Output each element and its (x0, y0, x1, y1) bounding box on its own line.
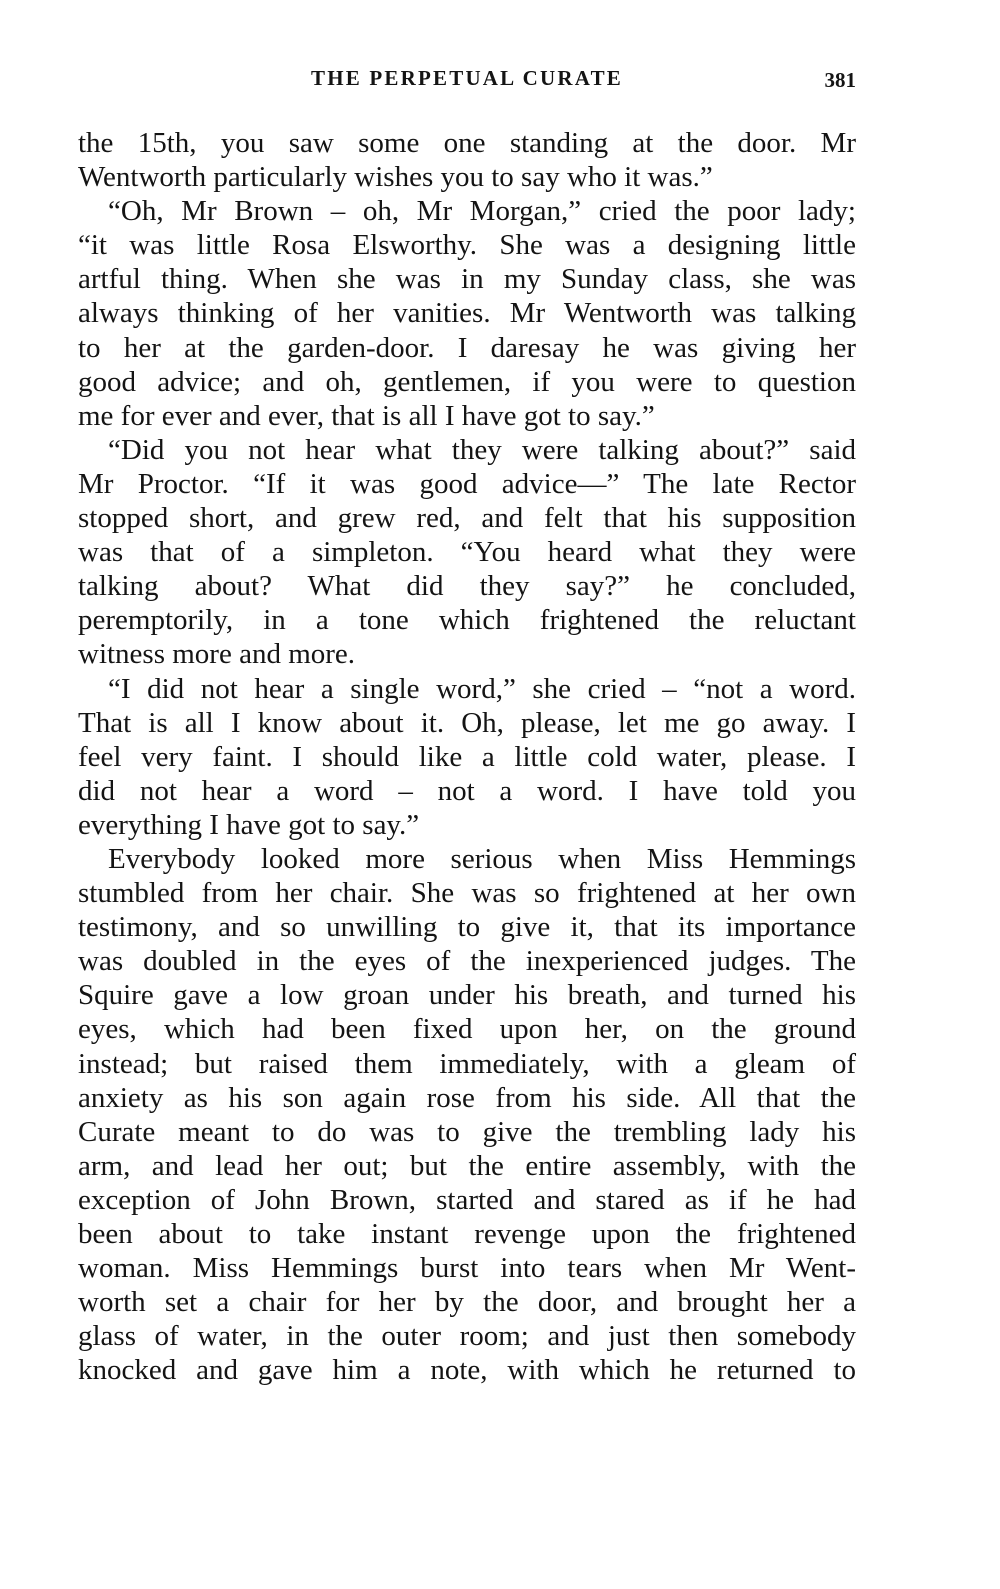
text-line: “I did not hear a single word,” she cried – “not a word. (108, 672, 856, 705)
text-line: instead; but raised them immediately, with a gleam of (78, 1047, 856, 1080)
text-line: always thinking of her vanities. Mr Wentworth was talking (78, 297, 856, 330)
text-line: woman. Miss Hemmings burst into tears when Mr Went- (78, 1252, 856, 1285)
text-line: good advice; and oh, gentlemen, if you were to question (78, 365, 856, 398)
text-line: knocked and gave him a note, with which he returned to (78, 1354, 856, 1387)
text-line: anxiety as his son again rose from his side. All that the (78, 1081, 856, 1114)
page-number: 381 (824, 68, 856, 92)
text-line: peremptorily, in a tone which frightened the reluctant (78, 604, 856, 637)
text-line: was doubled in the eyes of the inexperienced judges. The (78, 945, 856, 978)
text-line: stopped short, and grew red, and felt that his supposition (78, 502, 856, 535)
text-line: testimony, and so unwilling to give it, that its importance (78, 911, 856, 944)
text-line: glass of water, in the outer room; and just then somebody (78, 1320, 856, 1353)
running-title: THE PERPETUAL CURATE (311, 66, 623, 90)
text-line: witness more and more. (78, 638, 356, 671)
text-line: me for ever and ever, that is all I have got to say.” (78, 399, 655, 432)
text-line: “Oh, Mr Brown – oh, Mr Morgan,” cried the poor lady; (108, 195, 856, 228)
text-line: to her at the garden-door. I daresay he was giving her (78, 331, 856, 364)
text-line: worth set a chair for her by the door, and brought her a (78, 1286, 856, 1319)
text-line: Mr Proctor. “If it was good advice—” The late Rector (78, 467, 856, 500)
text-line: everything I have got to say.” (78, 808, 420, 841)
text-line: That is all I know about it. Oh, please, let me go away. I (78, 706, 856, 739)
running-head (78, 66, 856, 100)
text-line: was that of a simpleton. “You heard what they were (78, 536, 856, 569)
text-line: Wentworth particularly wishes you to say who it was.” (78, 161, 713, 194)
text-line: did not hear a word – not a word. I have told you (78, 774, 856, 807)
text-line: “Did you not hear what they were talking about?” said (108, 433, 856, 466)
text-line: eyes, which had been fixed upon her, on the ground (78, 1013, 856, 1046)
text-line: Curate meant to do was to give the trembling lady his (78, 1115, 856, 1148)
body-text (78, 126, 856, 1387)
text-line: artful thing. When she was in my Sunday class, she was (78, 263, 856, 296)
text-line: arm, and lead her out; but the entire assembly, with the (78, 1149, 856, 1182)
text-line: exception of John Brown, started and stared as if he had (78, 1183, 856, 1216)
text-line: talking about? What did they say?” he concluded, (78, 570, 856, 603)
text-line: stumbled from her chair. She was so frightened at her own (78, 877, 856, 910)
text-line: the 15th, you saw some one standing at the door. Mr (78, 127, 856, 159)
text-line: feel very faint. I should like a little cold water, please. I (78, 740, 856, 773)
text-line: Everybody looked more serious when Miss Hemmings (108, 842, 856, 875)
text-line: Squire gave a low groan under his breath, and turned his (78, 979, 856, 1012)
text-line: “it was little Rosa Elsworthy. She was a designing little (78, 229, 856, 262)
text-line: been about to take instant revenge upon the frightened (78, 1218, 856, 1250)
